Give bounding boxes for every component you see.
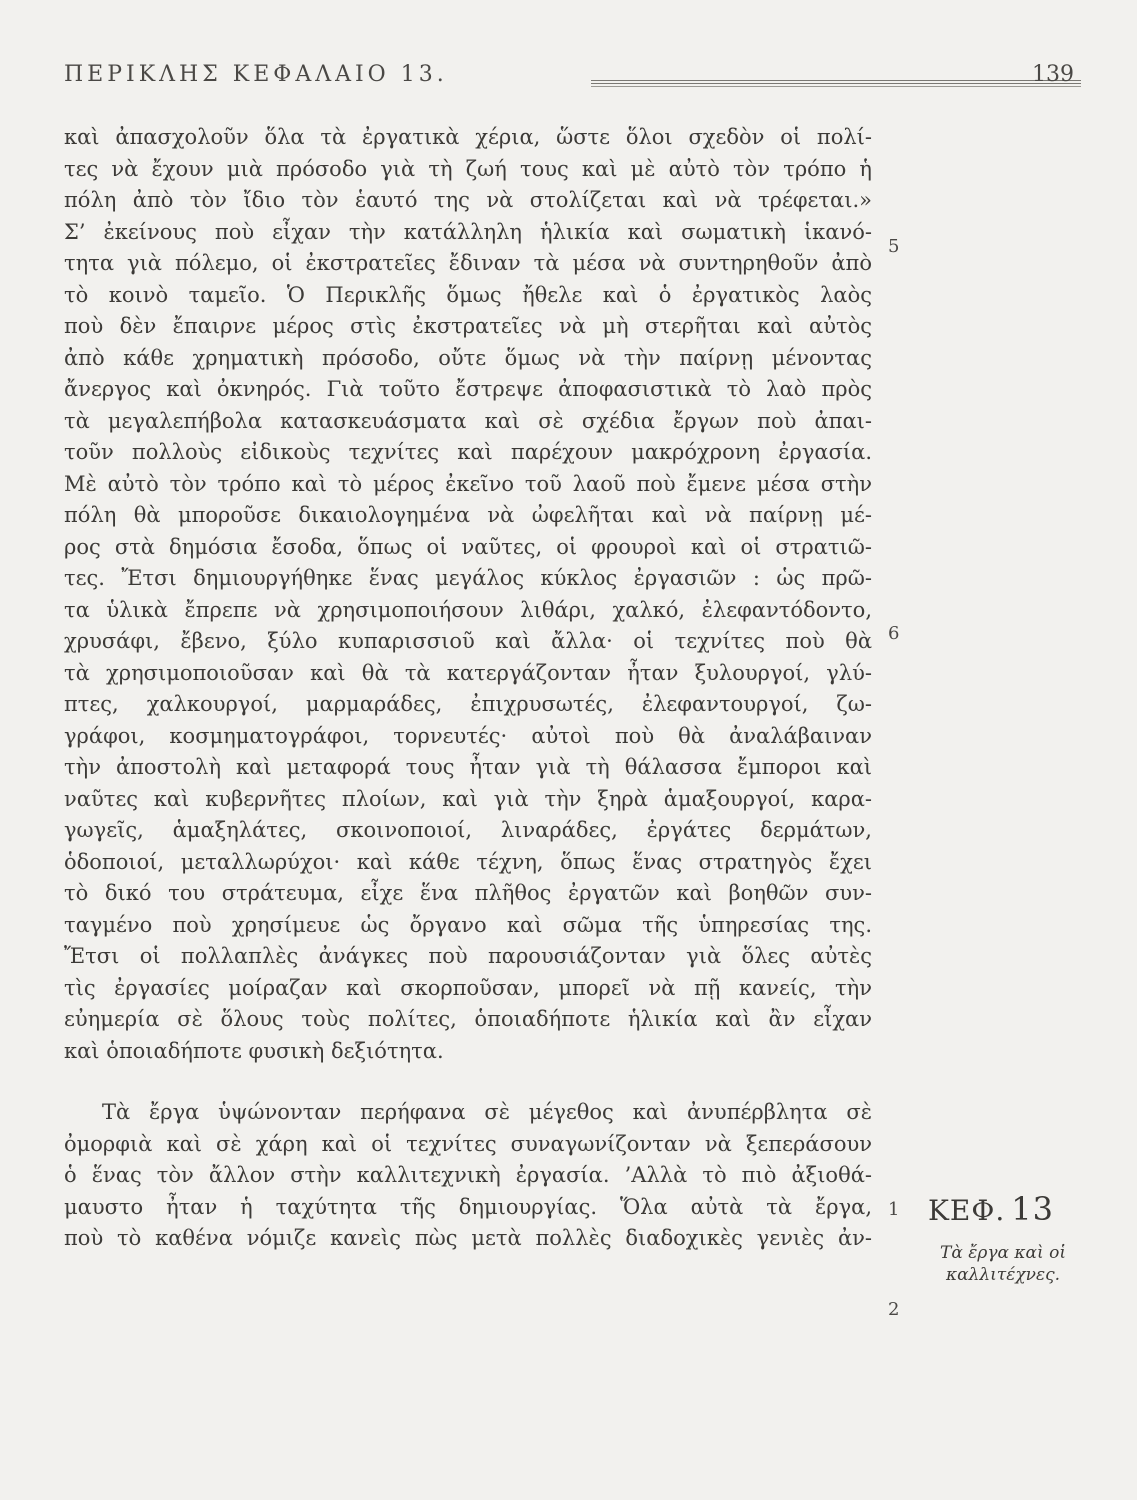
text-line: τὴν ἀποστολὴ καὶ μεταφορά τους ἦταν γιὰ τὴ θάλασσα ἔμποροι καὶ <box>64 755 872 779</box>
text-line: Τὰ ἔργα ὑψώνονταν περήφανα σὲ μέγεθος καὶ ἀνυπέρβλητα σὲ <box>102 1100 872 1124</box>
text-line: τὰ χρησιμοποιοῦσαν καὶ θὰ τὰ κατεργάζονταν ἦταν ξυλουργοί, γλύ- <box>64 660 872 685</box>
text-line: πόλη θὰ μποροῦσε δικαιολογημένα νὰ ὠφελῆται καὶ νὰ παίρνῃ μέ- <box>64 503 872 527</box>
text-line: Ἔτσι οἱ πολλαπλὲς ἀνάγκες ποὺ παρουσιάζονταν γιὰ ὅλες αὐτὲς <box>64 944 872 968</box>
text-line: τὸ κοινὸ ταμεῖο. Ὁ Περικλῆς ὅμως ἤθελε καὶ ὁ ἐργατικὸς λαὸς <box>64 282 872 307</box>
text-line: τὸ δικό του στράτευμα, εἶχε ἕνα πλῆθος ἐργατῶν καὶ βοηθῶν συν- <box>64 881 872 905</box>
text-line: ταγμένο ποὺ χρησίμευε ὡς ὄργανο καὶ σῶμα τῆς ὑπηρεσίας της. <box>64 912 872 937</box>
text-line: ἄνεργος καὶ ὀκνηρός. Γιὰ τοῦτο ἔστρεψε ἀποφασιστικὰ τὸ λαὸ πρὸς <box>64 377 872 401</box>
main-text <box>64 122 872 1255</box>
text-line: Σ’ ἐκείνους ποὺ εἶχαν τὴν κατάλληλη ἡλικία καὶ σωματικὴ ἱκανό- <box>64 219 872 244</box>
header-rule-thin <box>591 86 1081 87</box>
text-line: τες. Ἔτσι δημιουργήθηκε ἕνας μεγάλος κύκλος ἐργασιῶν : ὡς πρῶ- <box>64 566 872 590</box>
text-line: ρος στὰ δημόσια ἔσοδα, ὅπως οἱ ναῦτες, οἱ φρουροὶ καὶ οἱ στρατιῶ- <box>64 534 872 559</box>
header-rule <box>591 80 1081 84</box>
text-line: γράφοι, κοσμηματογράφοι, τορνευτές· αὐτοὶ ποὺ θὰ ἀναλάβαιναν <box>64 723 872 748</box>
text-line: ναῦτες καὶ κυβερνῆτες πλοίων, καὶ γιὰ τὴν ξηρὰ ἁμαξουργοί, καρα- <box>64 786 872 811</box>
chapter-subtitle <box>928 1242 1078 1286</box>
subtitle-line: Τὰ ἔργα καὶ οἱ <box>940 1243 1066 1263</box>
text-line: μαυστο ἦταν ἡ ταχύτητα τῆς δημιουργίας. Ὅλα αὐτὰ τὰ ἔργα, <box>64 1194 872 1219</box>
text-line: ὁδοποιοί, μεταλλωρύχοι· καὶ κάθε τέχνη, ὅπως ἕνας στρατηγὸς ἔχει <box>64 849 872 874</box>
text-line: καὶ ἀπασχολοῦν ὅλα τὰ ἐργατικὰ χέρια, ὥστε ὅλοι σχεδὸν οἱ πολί- <box>64 125 872 149</box>
running-title: ΠΕΡΙΚΛΗΣ ΚΕΦΑΛΑΙΟ 13. <box>64 62 448 87</box>
text-line: τητα γιὰ πόλεμο, οἱ ἐκστρατεῖες ἔδιναν τὰ μέσα νὰ συντηρηθοῦν ἀπὸ <box>64 251 872 275</box>
text-line: ὁ ἕνας τὸν ἄλλον στὴν καλλιτεχνικὴ ἐργασία. ’Αλλὰ τὸ πιὸ ἀξιοθά- <box>64 1163 872 1187</box>
side-heading <box>928 1190 1098 1286</box>
page-number: 139 <box>1032 62 1074 87</box>
text-line: ποὺ τὸ καθένα νόμιζε κανεὶς πὼς μετὰ πολλὲς διαδοχικὲς γενιὲς ἀν- <box>64 1226 872 1250</box>
running-header <box>64 62 1074 92</box>
chapter-abbrev: ΚΕΦ. <box>928 1194 1006 1227</box>
text-line: χρυσάφι, ἔβενο, ξύλο κυπαρισσιοῦ καὶ ἄλλα· οἱ τεχνίτες ποὺ θὰ <box>64 629 872 653</box>
text-line: πόλη ἀπὸ τὸν ἴδιο τὸν ἑαυτό της νὰ στολίζεται καὶ νὰ τρέφεται.» <box>64 188 872 212</box>
paragraph-gap <box>64 1067 872 1097</box>
margin-line-number: 2 <box>888 1299 900 1320</box>
text-line: τοῦν πολλοὺς εἰδικοὺς τεχνίτες καὶ παρέχουν μακρόχρονη ἐργασία. <box>64 440 872 464</box>
text-line: ποὺ δὲν ἔπαιρνε μέρος στὶς ἐκστρατεῖες νὰ μὴ στερῆται καὶ αὐτὸς <box>64 314 872 338</box>
text-line: τα ὑλικὰ ἔπρεπε νὰ χρησιμοποιήσουν λιθάρι, χαλκό, ἐλεφαντόδοντο, <box>64 597 872 622</box>
chapter-label <box>928 1190 1098 1228</box>
paragraph-2 <box>64 1097 872 1255</box>
paragraph-1 <box>64 122 872 1067</box>
text-line: εὐημερία σὲ ὅλους τοὺς πολίτες, ὁποιαδήποτε ἡλικία καὶ ἂν εἶχαν <box>64 1007 872 1031</box>
text-line: ὀμορφιὰ καὶ σὲ χάρη καὶ οἱ τεχνίτες συναγωνίζονταν νὰ ξεπεράσουν <box>64 1131 872 1156</box>
margin-line-number: 6 <box>888 623 900 644</box>
text-line: τὶς ἐργασίες μοίραζαν καὶ σκορποῦσαν, μπορεῖ νὰ πῇ κανείς, τὴν <box>64 975 872 1000</box>
text-line: καὶ ὁποιαδήποτε φυσικὴ δεξιότητα. <box>64 1038 444 1063</box>
text-line: ἀπὸ κάθε χρηματικὴ πρόσοδο, οὔτε ὅμως νὰ τὴν παίρνῃ μένοντας <box>64 345 872 370</box>
subtitle-line: καλλιτέχνες. <box>945 1265 1061 1285</box>
text-line: τὰ μεγαλεπήβολα κατασκευάσματα καὶ σὲ σχέδια ἔργων ποὺ ἀπαι- <box>64 408 872 433</box>
text-line: Μὲ αὐτὸ τὸν τρόπο καὶ τὸ μέρος ἐκεῖνο τοῦ λαοῦ ποὺ ἔμενε μέσα στὴν <box>64 471 872 496</box>
text-line: γωγεῖς, ἁμαξηλάτες, σκοινοποιοί, λιναράδες, ἐργάτες δερμάτων, <box>64 818 872 842</box>
text-line: τες νὰ ἔχουν μιὰ πρόσοδο γιὰ τὴ ζωή τους καὶ μὲ αὐτὸ τὸν τρόπο ἡ <box>64 156 872 181</box>
text-line: πτες, χαλκουργοί, μαρμαράδες, ἐπιχρυσωτές, ἐλεφαντουργοί, ζω- <box>64 692 872 716</box>
chapter-number: 13 <box>1011 1190 1054 1228</box>
margin-line-number: 1 <box>888 1199 900 1220</box>
margin-line-number: 5 <box>888 236 900 257</box>
